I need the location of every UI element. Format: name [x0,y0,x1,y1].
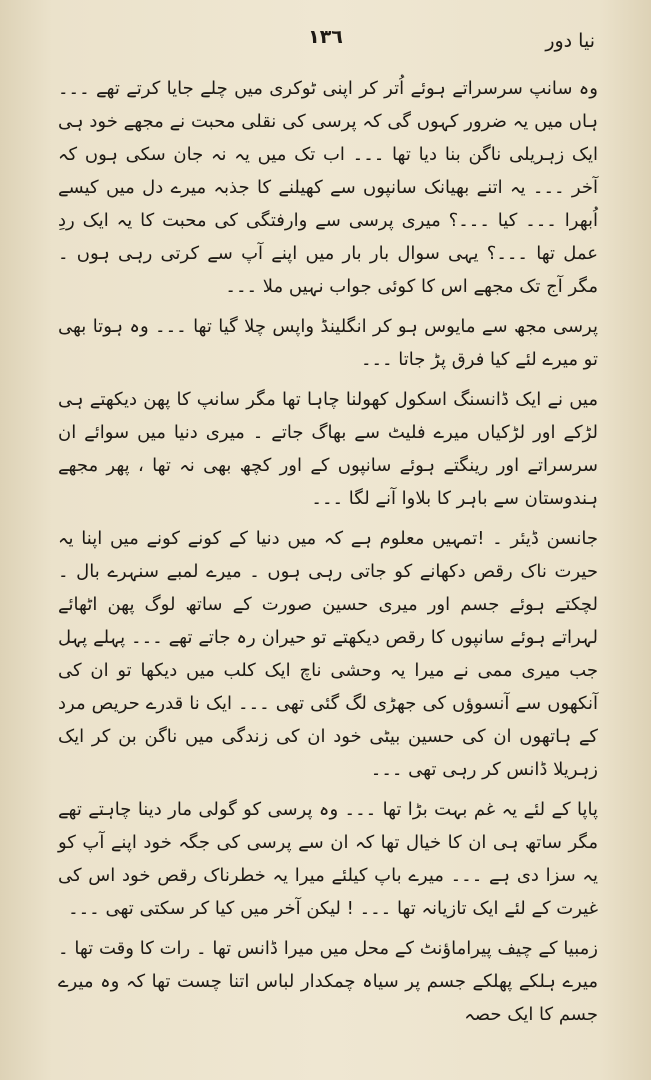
page-number: ١٣٦ [308,26,343,48]
running-title: نیا دور [545,30,595,52]
paragraph: میں نے ایک ڈانسنگ اسکول کھولنا چاہا تھا مگر سانپ کا پھن دیکھتے ہی لڑکے اور لڑکیاں میرے فلیٹ سے بھاگ جاتے ۔ میری دنیا میں سوائے ان سرسراتے اور رینگتے ہوئے سانپوں کے اور کچھ بھی نہ تھا ، پھر مجھے ہندوستان سے باہر کا بلاوا آنے لگا ۔۔۔ [58,389,598,509]
paragraph: جانسن ڈیئر ۔ !تمہیں معلوم ہے کہ میں دنیا کے کونے کونے میں اپنا یہ حیرت ناک رقص دکھانے کو جاتی رہی ہوں ۔ میرے لمبے سنہرے بال ۔ لچکتے ہوئے جسم اور میری حسین صورت کے ساتھ لوگ پھن اٹھائے لہراتے ہوئے سانپوں کا رقص دیکھتے تو حیران رہ جاتے تھے ۔۔۔ پہلے پہل جب میری ممی نے میرا یہ وحشی ناچ ایک کلب میں دیکھا تو ان کی آنکھوں سے آنسوؤں کی جھڑی لگ گئی تھی ۔۔۔ ایک نا قدرے حریص مرد کے ہاتھوں ان کی حسین بیٹی خود ان کی زندگی میں ناگن بن کر ایک زہریلا ڈانس کر رہی تھی ۔۔۔ [58,528,598,780]
paragraph: پاپا کے لئے یہ غم بہت بڑا تھا ۔۔۔ وہ پرسی کو گولی مار دینا چاہتے تھے مگر ساتھ ہی ان کا خیال تھا کہ ان سے پرسی کی جگہ خود اپنے آپ کو یہ سزا دی ہے ۔۔۔ میرے باپ کیلئے میرا یہ خطرناک رقص خود اس کی غیرت کے لئے ایک تازیانہ تھا ۔۔۔ ! لیکن آخر میں کیا کر سکتی تھی ۔۔۔ [58,799,598,919]
paragraph: وہ سانپ سرسراتے ہوئے اُتر کر اپنی ٹوکری میں چلے جایا کرتے تھے ۔۔۔ ہاں میں یہ ضرور کہوں گی کہ پرسی کی نقلی محبت نے مجھے خود ہی ایک زہریلی ناگن بنا دیا تھا ۔۔۔ اب تک میں یہ نہ جان سکی ہوں کہ آخر ۔۔۔ یہ اتنے بھیانک سانپوں سے کھیلنے کا جذبہ میرے دل میں کیسے اُبھرا ۔۔۔ کیا ۔۔۔؟ میری پرسی سے وارفتگی کی محبت کا یہ ایک ردِ عمل تھا ۔۔۔؟ یہی سوال بار بار میں اپنے آپ سے کرتی رہی ہوں ۔ مگر آج تک مجھے اس کا کوئی جواب نہیں ملا ۔۔۔ [58,78,598,297]
paragraph: پرسی مجھ سے مایوس ہو کر انگلینڈ واپس چلا گیا تھا ۔۔۔ وہ ہوتا بھی تو میرے لئے کیا فرق پڑ جاتا ۔۔۔ [58,316,598,370]
body-text [58,72,598,1031]
paragraph: زمبیا کے چیف پیراماؤنٹ کے محل میں میرا ڈانس تھا ۔ رات کا وقت تھا ۔ میرے ہلکے پھلکے جسم پر سیاہ چمکدار لباس اتنا چست تھا کہ وہ میرے جسم کا ایک حصہ [58,938,598,1025]
